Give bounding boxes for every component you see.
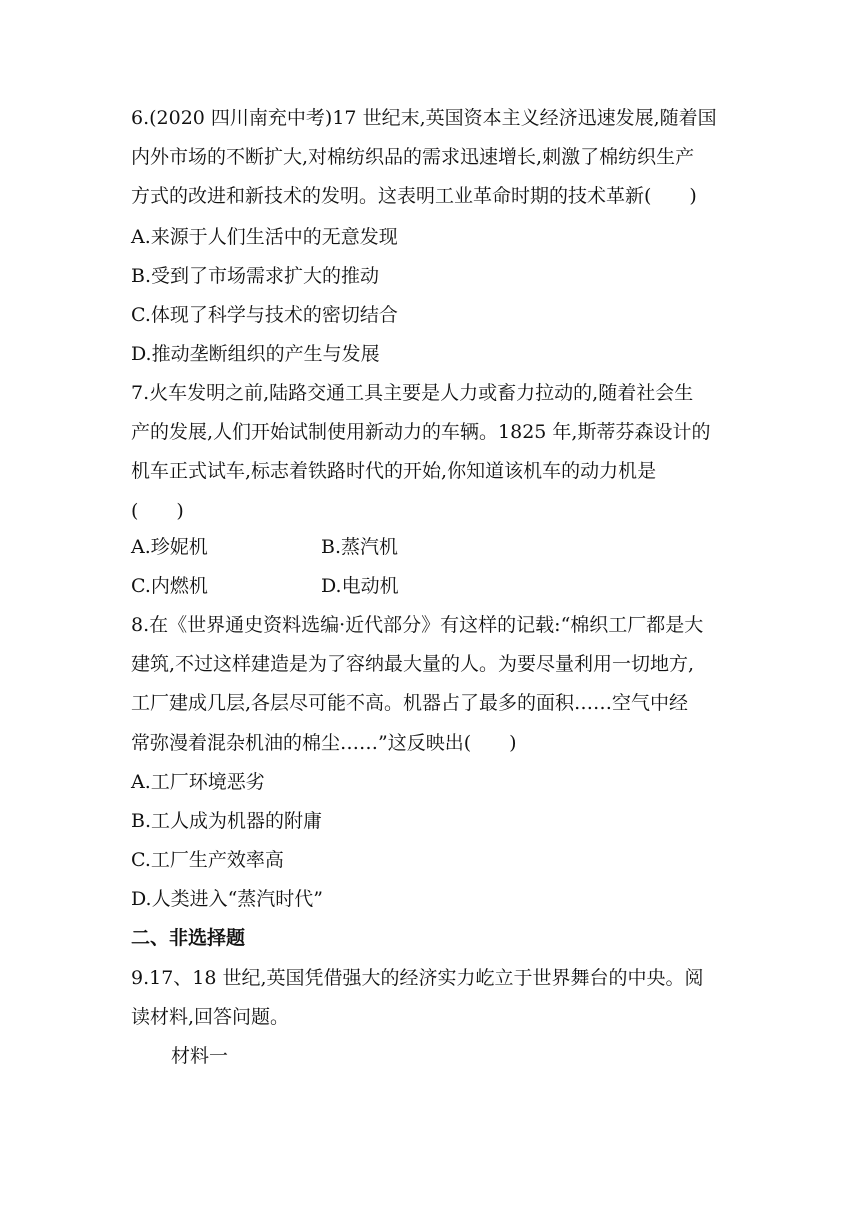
q9-stem-line-2: 读材料,回答问题。	[131, 1006, 290, 1028]
q6-stem-line-3: 方式的改进和新技术的发明。这表明工业革命时期的技术革新( )	[131, 185, 697, 207]
q7-option-d: D.电动机	[321, 575, 399, 597]
q8-option-a: A.工厂环境恶劣	[131, 771, 265, 793]
q6-stem-line-1: 6.(2020 四川南充中考)17 世纪末,英国资本主义经济迅速发展,随着国	[131, 107, 717, 129]
q8-option-d: D.人类进入“蒸汽时代”	[131, 888, 324, 910]
q7-option-a: A.珍妮机	[131, 536, 208, 558]
q8-option-b: B.工人成为机器的附庸	[131, 810, 323, 832]
q6-option-d: D.推动垄断组织的产生与发展	[131, 343, 380, 365]
q7-option-c: C.内燃机	[131, 575, 208, 597]
section-heading: 二、非选择题	[131, 927, 246, 949]
q8-stem-line-1: 8.在《世界通史资料选编·近代部分》有这样的记载:“棉织工厂都是大	[131, 614, 704, 636]
q7-stem-line-1: 7.火车发明之前,陆路交通工具主要是人力或畜力拉动的,随着社会生	[131, 382, 694, 404]
q7-stem-line-2: 产的发展,人们开始试制使用新动力的车辆。1825 年,斯蒂芬森设计的	[131, 421, 711, 443]
q8-stem-line-2: 建筑,不过这样建造是为了容纳最大量的人。为要尽量利用一切地方,	[131, 653, 695, 675]
q6-option-a: A.来源于人们生活中的无意发现	[131, 226, 398, 248]
q7-option-b: B.蒸汽机	[321, 536, 399, 558]
q8-stem-line-4: 常弥漫着混杂机油的棉尘……”这反映出( )	[131, 732, 517, 754]
q6-option-c: C.体现了科学与技术的密切结合	[131, 304, 398, 326]
q6-stem-line-2: 内外市场的不断扩大,对棉纺织品的需求迅速增长,刺激了棉纺织生产	[131, 146, 695, 168]
q7-answer-bracket: ( )	[131, 500, 184, 522]
q8-option-c: C.工厂生产效率高	[131, 849, 284, 871]
q9-material-label: 材料一	[171, 1045, 229, 1067]
q8-stem-line-3: 工厂建成几层,各层尽可能不高。机器占了最多的面积……空气中经	[131, 692, 689, 714]
q7-stem-line-3: 机车正式试车,标志着铁路时代的开始,你知道该机车的动力机是	[131, 460, 657, 482]
q9-stem-line-1: 9.17、18 世纪,英国凭借强大的经济实力屹立于世界舞台的中央。阅	[131, 967, 704, 989]
q6-option-b: B.受到了市场需求扩大的推动	[131, 265, 380, 287]
